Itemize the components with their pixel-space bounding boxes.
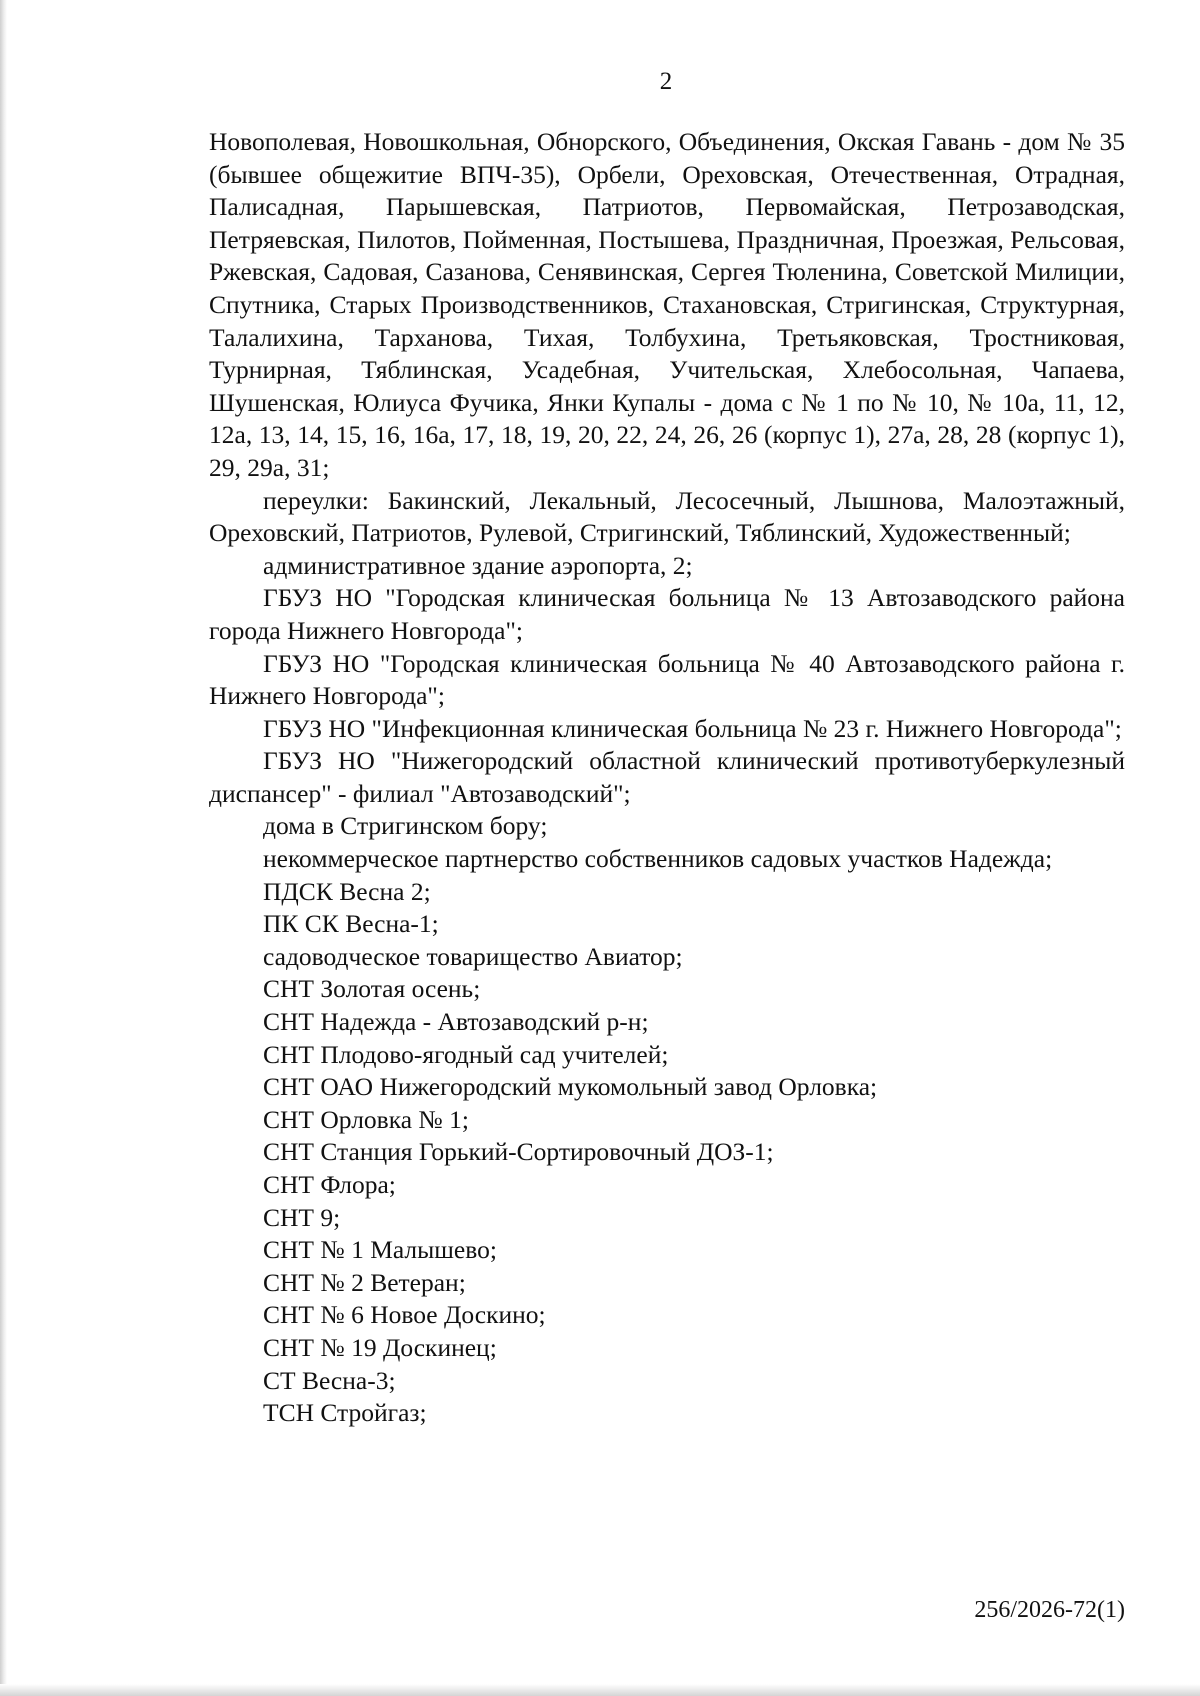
- list-item: СНТ № 2 Ветеран;: [263, 1267, 466, 1297]
- scan-edge-bottom: [0, 1684, 1200, 1696]
- list-item: дома в Стригинском бору;: [263, 811, 548, 841]
- list-item: СНТ Станция Горький-Сортировочный ДОЗ-1;: [263, 1137, 774, 1167]
- scan-edge-left: [0, 0, 7, 1696]
- list-item: садоводческое товарищество Авиатор;: [263, 941, 683, 971]
- list-item: ПДСК Весна 2;: [263, 876, 431, 906]
- list-item: СНТ № 19 Доскинец;: [263, 1332, 497, 1362]
- list-item: административное здание аэропорта, 2;: [263, 550, 693, 580]
- list-item: СНТ Орловка № 1;: [263, 1104, 469, 1134]
- list-item: ГБУЗ НО "Городская клиническая больница № 13 Автозаводского района города Нижнего Новгорода";: [209, 583, 1125, 645]
- document-code: 256/2026-72(1): [974, 1597, 1125, 1623]
- list-item: ГБУЗ НО "Нижегородский областной клинический противотуберкулезный диспансер" - филиал "Автозаводский";: [209, 746, 1125, 808]
- list-item: СНТ Флора;: [263, 1170, 396, 1199]
- list-item: ГБУЗ НО "Городская клиническая больница № 40 Автозаводского района г. Нижнего Новгорода";: [209, 648, 1125, 711]
- list-item: СНТ Плодово-ягодный сад учителей;: [263, 1039, 669, 1069]
- lanes-paragraph: переулки: Бакинский, Лекальный, Лесосечный, Лышнова, Малоэтажный, Ореховский, Патриотов, Рулевой, Стригинский, Тяблинский, Художественный;: [209, 485, 1125, 548]
- list-item: ПК СК Весна-1;: [263, 909, 439, 939]
- list-item: СНТ 9;: [263, 1202, 341, 1232]
- list-item: ГБУЗ НО "Инфекционная клиническая больница № 23 г. Нижнего Новгорода";: [263, 713, 1122, 743]
- list-item: СНТ Надежда - Автозаводский р-н;: [263, 1007, 649, 1037]
- page-number: 2: [659, 68, 673, 95]
- street-list-paragraph: Новополевая, Новошкольная, Обнорского, Объединения, Окская Гавань - дом № 35 (бывшее общежитие ВПЧ-35), Орбели, Ореховская, Отечественная, Отрадная, Палисадная, Парышевская, Патриотов, Первомайская, Петрозаводская, Петряевская, Пилотов, Пойменная, Постышева, Праздничная, Проезжая, Рельсовая, Ржевская, Садовая, Сазанова, Сенявинская, Сергея Тюленина, Советской Милиции, Спутника, Старых Производственников, Стахановская, Стригинская, Структурная, Талалихина, Тарханова, Тихая, Толбухина, Третьяковская, Тростниковая, Турнирная, Тяблинская, Усадебная, Учительская, Хлебосольная, Чапаева, Шушенская, Юлиуса Фучика, Янки Купалы - дома с № 1 по № 10, № 10а, 11, 12, 12а, 13, 14, 15, 16, 16а, 17, 18, 19, 20, 22, 24, 26, 26 (корпус 1), 27а, 28, 28 (корпус 1), 29, 29а, 31;: [209, 127, 1125, 482]
- list-item: СНТ № 1 Малышево;: [263, 1235, 497, 1265]
- list-item: СНТ ОАО Нижегородский мукомольный завод Орловка;: [263, 1072, 878, 1102]
- list-item: некоммерческое партнерство собственников садовых участков Надежда;: [263, 844, 1053, 874]
- list-item: СТ Весна-3;: [263, 1365, 396, 1395]
- document-body: [209, 126, 1125, 1430]
- list-item: СНТ № 6 Новое Доскино;: [263, 1300, 546, 1330]
- list-item: ТСН Стройгаз;: [263, 1398, 427, 1428]
- list-item: СНТ Золотая осень;: [263, 974, 481, 1004]
